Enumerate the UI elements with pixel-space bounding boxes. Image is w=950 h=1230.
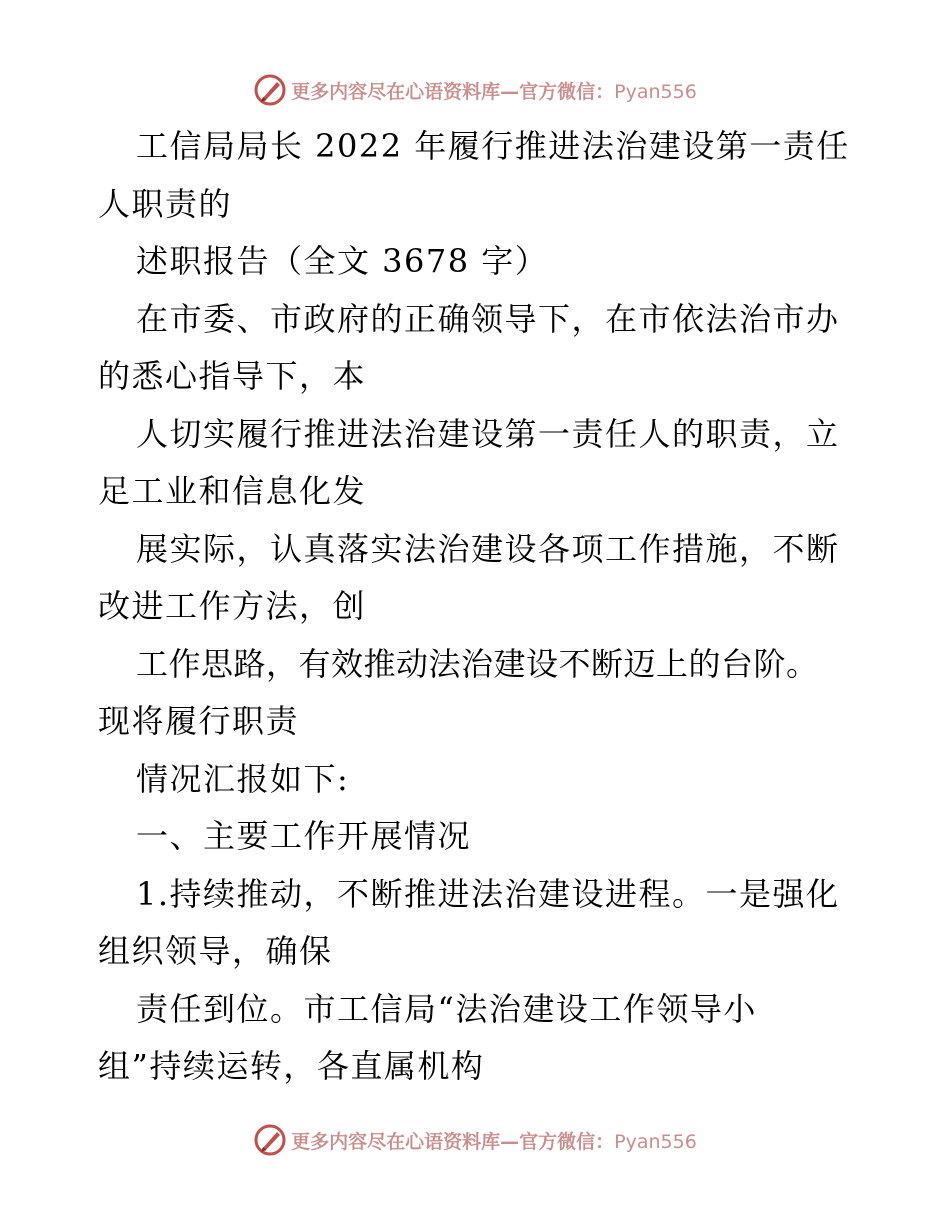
- paragraph-line: 展实际，认真落实法治建设各项工作措施，不断: [136, 529, 840, 568]
- paragraph-line: 情况汇报如下:: [136, 759, 350, 798]
- title-line-1: 工信局局长 2022 年履行推进法治建设第一责任: [136, 127, 850, 165]
- paragraph-line: 组”持续运转，各直属机构: [98, 1047, 485, 1085]
- title-line-3: 述职报告（全文 3678 字）: [136, 242, 549, 280]
- paragraph-line: 工作思路，有效推动法治建设不断迈上的台阶。: [136, 644, 819, 683]
- paragraph-line: 在市委、市政府的正确领导下，在市依法治市办: [136, 299, 840, 338]
- paragraph-line: 的悉心指导下，本: [98, 357, 367, 395]
- banner-slogan: 更多内容尽在心语资料库—官方微信：: [291, 1130, 615, 1153]
- banner-wechat-id: Pyan556: [614, 80, 697, 103]
- paragraph-line: 足工业和信息化发: [98, 472, 367, 510]
- document-body: [98, 118, 858, 1096]
- paragraph-line: 现将履行职责: [98, 702, 300, 740]
- banner-wechat-id: Pyan556: [614, 1130, 697, 1153]
- banner-text: [291, 1127, 697, 1154]
- quill-logo-icon: [253, 73, 287, 107]
- quill-logo-icon: [253, 1123, 287, 1157]
- section-heading: 一、主要工作开展情况: [136, 817, 472, 855]
- footer-banner: [0, 1120, 950, 1160]
- paragraph-line: 人切实履行推进法治建设第一责任人的职责，立: [136, 414, 840, 453]
- paragraph-line: 1.持续推动，不断推进法治建设进程。一是强化: [136, 874, 840, 913]
- title-line-2: 人职责的: [98, 184, 233, 223]
- banner-slogan: 更多内容尽在心语资料库—官方微信：: [291, 80, 615, 103]
- paragraph-line: 责任到位。市工信局“法治建设工作领导小: [136, 989, 757, 1028]
- header-banner: [0, 70, 950, 110]
- paragraph-line: 组织领导，确保: [98, 932, 333, 970]
- banner-text: [291, 77, 697, 104]
- paragraph-line: 改进工作方法，创: [98, 587, 367, 625]
